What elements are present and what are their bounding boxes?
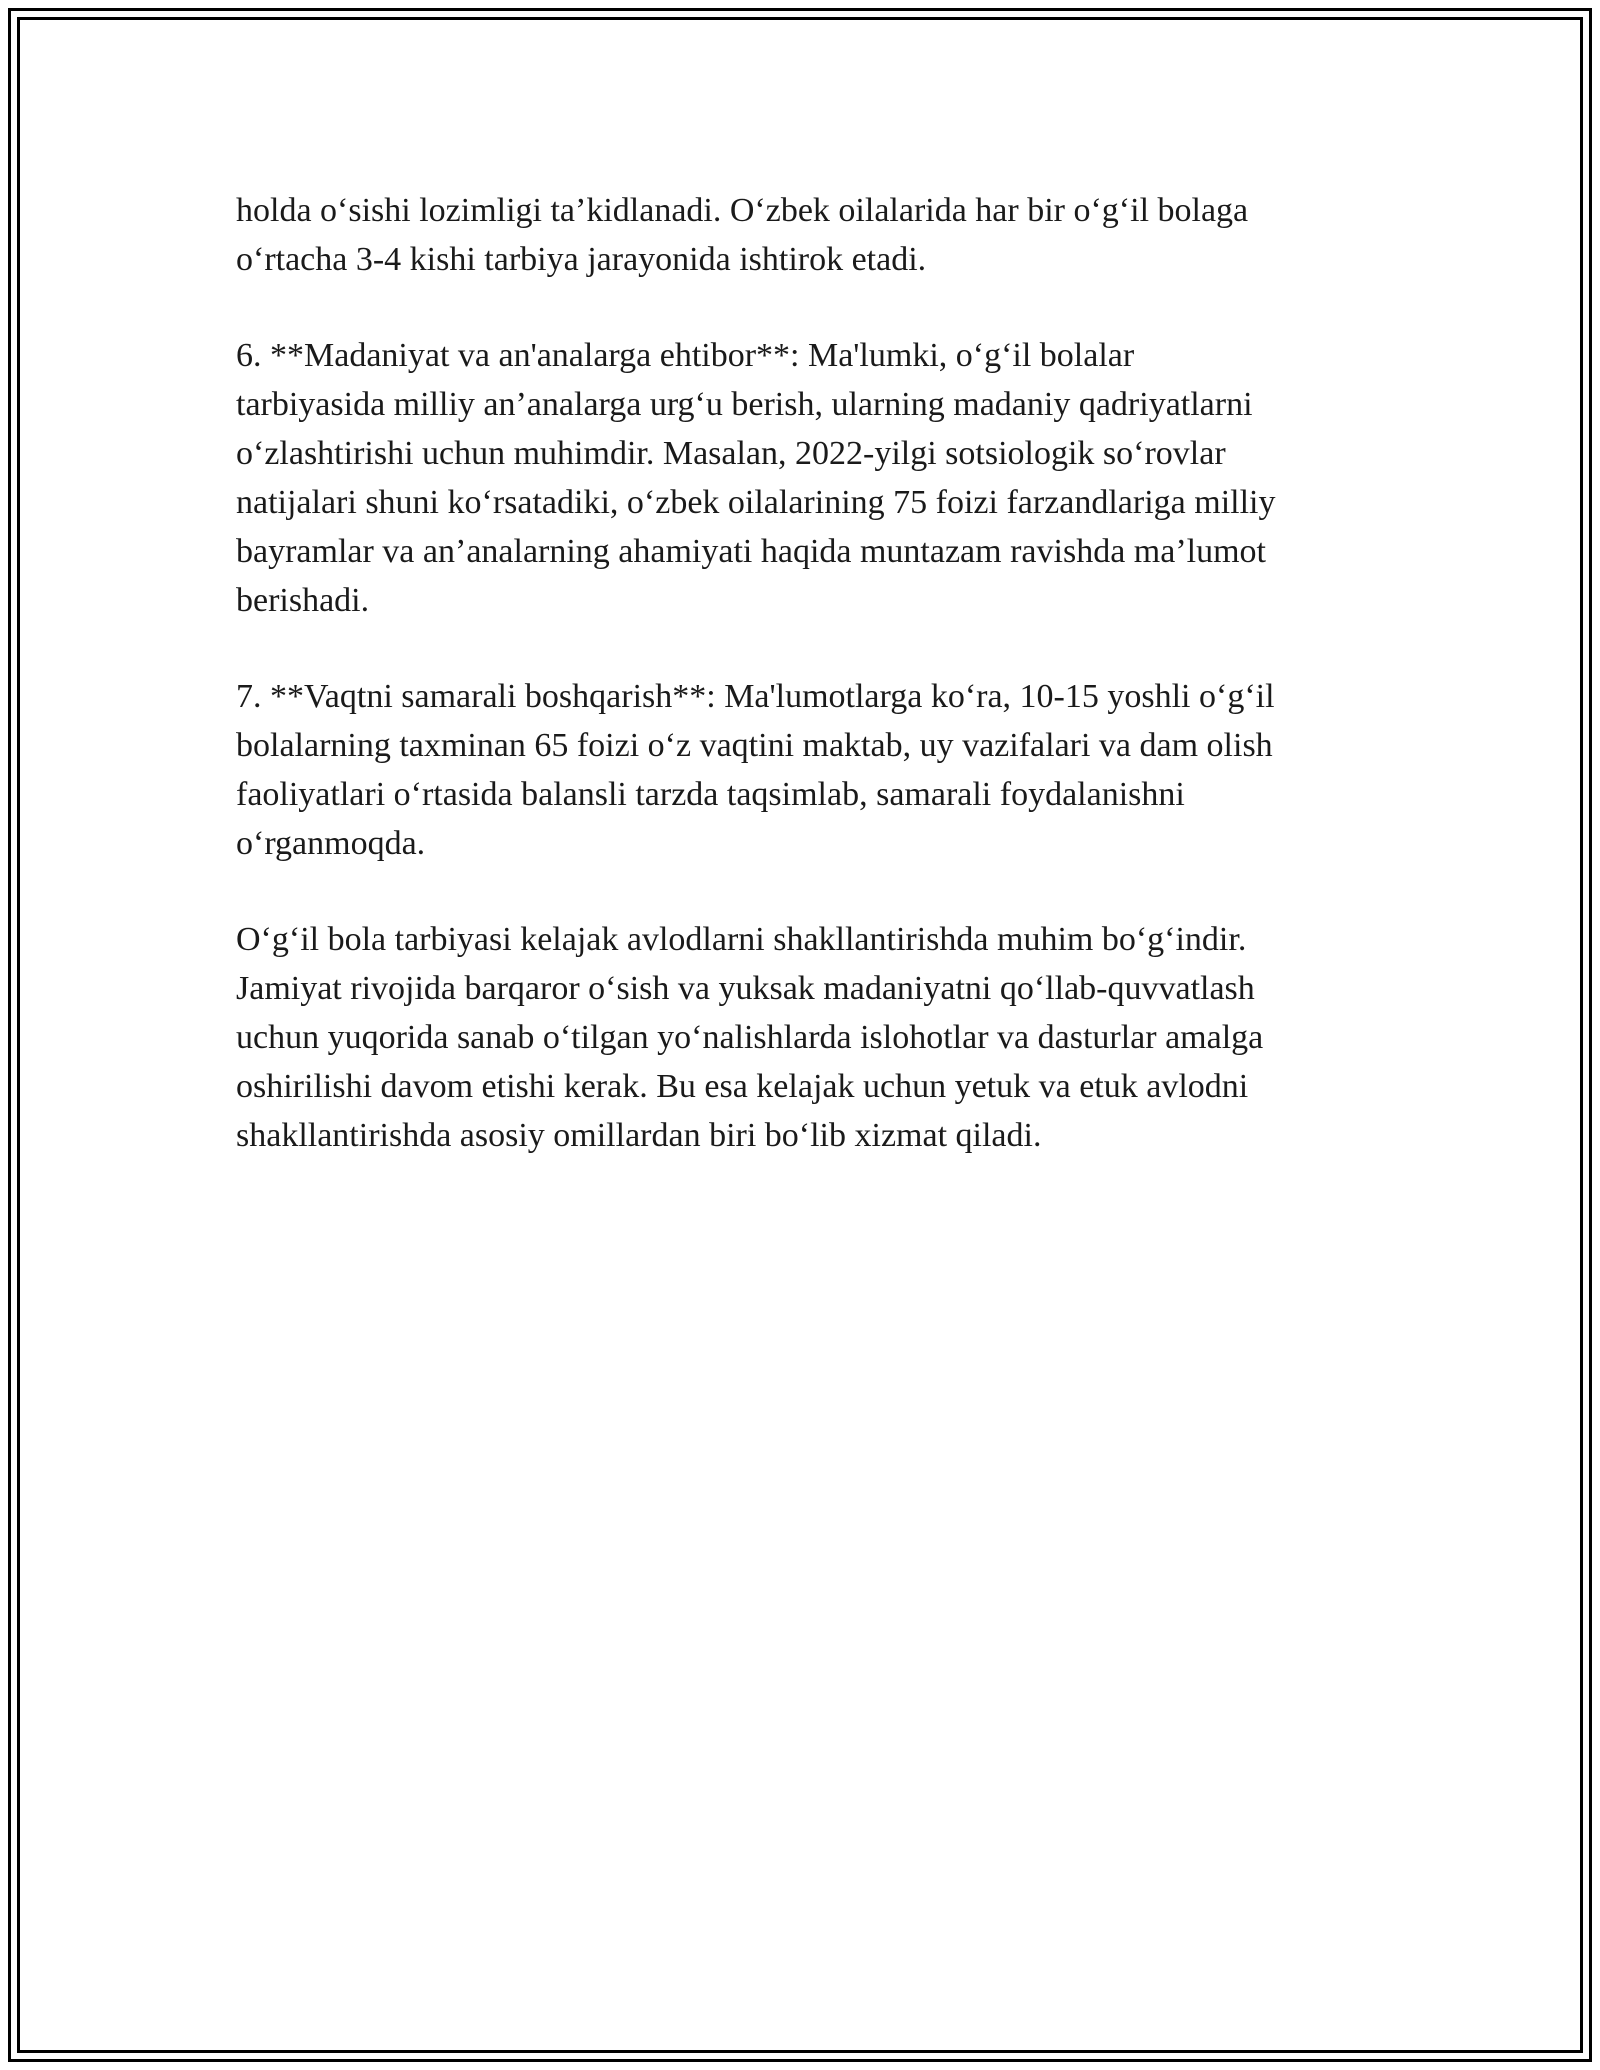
text-line: berishadi. (236, 582, 370, 619)
paragraph-item-7 (236, 672, 1376, 868)
text-line: 6. **Madaniyat va an'analarga ehtibor**: Ma'lumki, o‘g‘il bolalar (236, 337, 1135, 374)
text-line: tarbiyasida milliy an’analarga urg‘u berish, ularning madaniy qadriyatlarni (236, 386, 1253, 423)
text-line: o‘rganmoqda. (236, 825, 426, 862)
text-line: bolalarning taxminan 65 foizi o‘z vaqtini maktab, uy vazifalari va dam olish (236, 727, 1273, 764)
text-line: shakllantirishda asosiy omillardan biri bo‘lib xizmat qiladi. (236, 1117, 1042, 1154)
text-line: 7. **Vaqtni samarali boshqarish**: Ma'lumotlarga ko‘ra, 10-15 yoshli o‘g‘il (236, 678, 1275, 715)
text-line: natijalari shuni ko‘rsatadiki, o‘zbek oilalarining 75 foizi farzandlariga milliy (236, 484, 1276, 521)
paragraph-conclusion (236, 915, 1376, 1160)
text-line: uchun yuqorida sanab o‘tilgan yo‘nalishlarda islohotlar va dasturlar amalga (236, 1019, 1264, 1056)
paragraph-continuation (236, 186, 1376, 284)
text-line: O‘g‘il bola tarbiyasi kelajak avlodlarni shakllantirishda muhim bo‘g‘indir. (236, 921, 1247, 958)
text-line: o‘zlashtirishi uchun muhimdir. Masalan, 2022-yilgi sotsiologik so‘rovlar (236, 435, 1226, 472)
text-line: Jamiyat rivojida barqaror o‘sish va yuksak madaniyatni qo‘llab-quvvatlash (236, 970, 1255, 1007)
paragraph-item-6 (236, 331, 1376, 625)
text-line: o‘rtacha 3-4 kishi tarbiya jarayonida ishtirok etadi. (236, 241, 927, 278)
text-line: holda o‘sishi lozimligi ta’kidlanadi. O‘zbek oilalarida har bir o‘g‘il bolaga (236, 192, 1249, 229)
text-line: oshirilishi davom etishi kerak. Bu esa kelajak uchun yetuk va etuk avlodni (236, 1068, 1249, 1105)
document-body (236, 186, 1376, 1207)
text-line: faoliyatlari o‘rtasida balansli tarzda taqsimlab, samarali foydalanishni (236, 776, 1185, 813)
text-line: bayramlar va an’analarning ahamiyati haqida muntazam ravishda ma’lumot (236, 533, 1266, 570)
